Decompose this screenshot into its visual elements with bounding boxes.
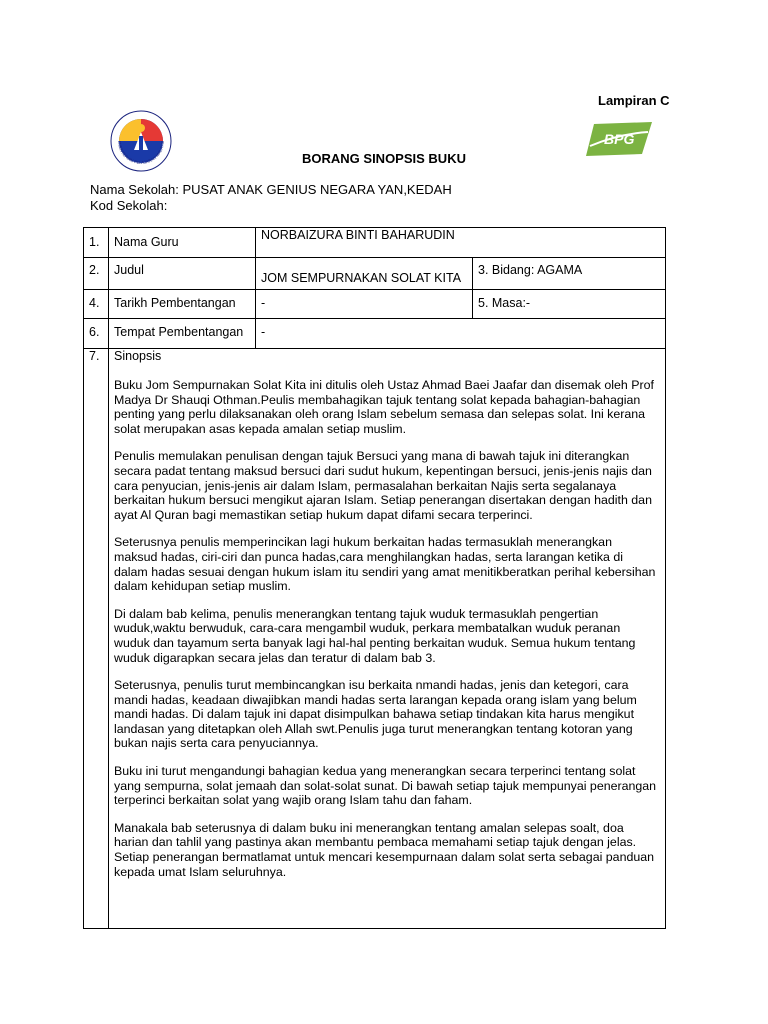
table-row bbox=[84, 319, 666, 349]
row-label: Tempat Pembentangan bbox=[109, 319, 256, 349]
synopsis-paragraph: Buku ini turut mengandungi bahagian kedua yang menerangkan secara terperinci tentang solat yang sempurna, solat jemaah dan solat-solat sunat. Di bawah setiap tajuk mempunyai penerangan terperinci berkaitan solat yang wajib orang Islam tahu dan faham. bbox=[114, 764, 657, 808]
teacher-name-value: NORBAIZURA BINTI BAHARUDIN bbox=[256, 228, 666, 258]
book-title-value: JOM SEMPURNAKAN SOLAT KITA bbox=[256, 258, 473, 290]
form-title: BORANG SINOPSIS BUKU bbox=[302, 151, 466, 166]
row-number: 6. bbox=[84, 319, 109, 349]
synopsis-paragraph: Buku Jom Sempurnakan Solat Kita ini ditulis oleh Ustaz Ahmad Baei Jaafar dan disemak oleh Prof Madya Dr Shauqi Othman.Peulis membahagikan tajuk tentang solat kepada bahagian-bahagian penting yang perlu dilaksanakan oleh orang Islam sebelum semasa dan selepas solat. Ini kerana solat merupakan asas kepada amalan setiap muslim. bbox=[114, 378, 654, 436]
row-number: 4. bbox=[84, 290, 109, 319]
synopsis-paragraph: Penulis memulakan penulisan dengan tajuk Bersuci yang mana di bawah tajuk ini diterangkan secara padat tentang maksud bersuci dari sudut hukum, kepentingan bersuci, jenis-jenis najis dan cara penyucian, jenis-jenis air dalam Islam, permasalahan berkaitan Najis serta segalanaya berkaitan hukum bersuci mengikut ajaran Islam. Setiap penerangan disertakan dengan hadith dan ayat Al Quran bagi memastikan setiap hukum dapat difami secara terperinci. bbox=[114, 449, 652, 522]
table-row bbox=[84, 228, 666, 258]
table-row bbox=[84, 258, 666, 290]
presentation-date-value: - bbox=[256, 290, 473, 319]
row-label: Judul bbox=[109, 258, 256, 290]
synopsis-paragraph: Seterusnya penulis memperincikan lagi hukum berkaitan hadas termasuklah menerangkan maksud hadas, ciri-ciri dan punca hadas,cara menghilangkan hadas, serta larangan ketika di dalam hadas sesuai dengan hukum islam itu sendiri yang amat menitikberatkan perihal kebersihan dalam kehidupan setiap muslim. bbox=[114, 535, 656, 594]
table-row bbox=[84, 349, 666, 929]
synopsis-body bbox=[114, 364, 660, 879]
synopsis-form-table bbox=[83, 227, 666, 929]
synopsis-paragraph: Manakala bab seterusnya di dalam buku ini menerangkan tentang amalan selepas soalt, doa harian dan tahlil yang pastinya akan membantu pembaca memahami setiap tajuk dengan jelas. Setiap penerangan bermatlamat untuk mencari kesempurnaan dalam solat serta sebagai panduan kepada umat Islam seluruhnya. bbox=[114, 820, 655, 879]
svg-text:BPG: BPG bbox=[604, 131, 635, 147]
field-bidang: 3. Bidang: AGAMA bbox=[473, 258, 666, 290]
row-number: 1. bbox=[84, 228, 109, 258]
row-label: Nama Guru bbox=[109, 228, 256, 258]
row-label: Tarikh Pembentangan bbox=[109, 290, 256, 319]
school-code: Kod Sekolah: bbox=[90, 198, 168, 213]
lampiran-label: Lampiran C bbox=[598, 93, 670, 108]
row-number: 2. bbox=[84, 258, 109, 290]
school-info bbox=[90, 182, 452, 214]
synopsis-paragraph: Seterusnya, penulis turut membincangkan isu berkaita nmandi hadas, jenis dan ketegori, cara mandi hadas, keadaan diwajibkan mandi hadas serta larangan kepada orang islam yang belum mandi hadas. Di dalam tajuk ini dapat disimpulkan bahawa setiap tindakan kita harus mengikut landasan yang ditetapkan oleh Allah swt.Penulis juga turut menerangkan tentang kotoran yang bukan najis serta cara penyuciannya. bbox=[114, 678, 637, 751]
svg-text:KEMENTERIAN PELAJARAN MALAYSIA: EMENTERIAN PELAJARAN MALAYSI bbox=[116, 140, 166, 166]
school-name: Nama Sekolah: PUSAT ANAK GENIUS NEGARA YAN,KEDAH bbox=[90, 182, 452, 197]
presentation-place-value: - bbox=[256, 319, 666, 349]
synopsis-heading: Sinopsis bbox=[114, 349, 162, 363]
synopsis-cell bbox=[109, 349, 666, 929]
synopsis-paragraph: Di dalam bab kelima, penulis menerangkan tentang tajuk wuduk termasuklah pengertian wuduk,waktu berwuduk, cara-cara mengambil wuduk, perkara membatalkan wuduk peranan wuduk dan tayamum serta banyak lagi hal-hal penting berkaitan wuduk. Semua hukum tentang wuduk digarapkan secara jelas dan teratur di dalam bab 3. bbox=[114, 606, 636, 665]
table-row bbox=[84, 290, 666, 319]
field-masa: 5. Masa:- bbox=[473, 290, 666, 319]
row-number: 7. bbox=[84, 349, 109, 929]
